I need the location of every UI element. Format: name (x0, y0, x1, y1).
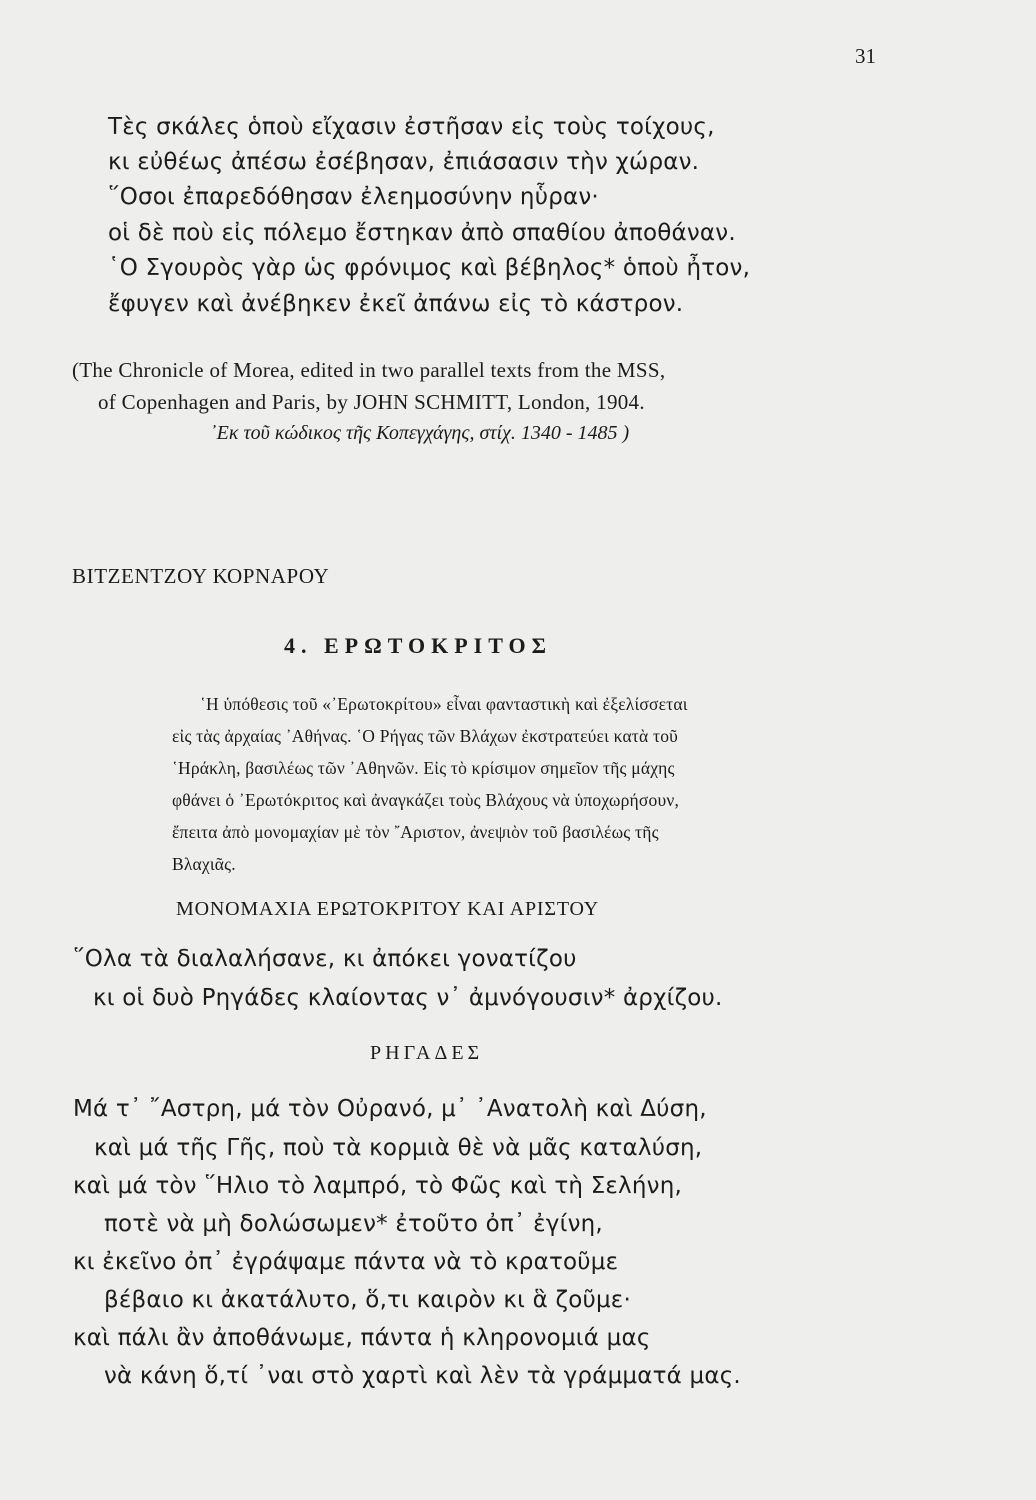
summary-line: φθάνει ὁ ᾿Ερωτόκριτος καὶ ἀναγκάζει τοὺς Βλάχους νὰ ὑποχωρήσουν, (172, 790, 680, 810)
verse-line: καὶ μά τὸν ῞Ηλιο τὸ λαμπρό, τὸ Φῶς καὶ τὴ Σελήνη, (73, 1173, 682, 1199)
speaker-label: ΡΗΓΑΔΕΣ (370, 1042, 484, 1064)
verse-line: Μά τ᾿ ῎Αστρη, μά τὸν Οὐρανό, μ᾿ ᾿Ανατολὴ καὶ Δύση, (73, 1096, 707, 1122)
poem-line: κι εὐθέως ἀπέσω ἐσέβησαν, ἐπιάσασιν τὴν χώραν. (108, 149, 700, 175)
citation-line: ᾿Εκ τοῦ κώδικος τῆς Κοπεγχάγης, στίχ. 1340 - 1485 ) (210, 422, 630, 444)
work-title: 4. ΕΡΩΤΟΚΡΙΤΟΣ (284, 633, 553, 658)
verse-line: καὶ μά τῆς Γῆς, ποὺ τὰ κορμιὰ θὲ νὰ μᾶς καταλύση, (94, 1135, 703, 1161)
citation-line: of Copenhagen and Paris, by JOHN SCHMITT, London, 1904. (98, 390, 645, 414)
summary-line: εἰς τὰς ἀρχαίας ᾿Αθήνας. ῾Ο Ρήγας τῶν Βλάχων ἐκστρατεύει κατὰ τοῦ (172, 726, 679, 746)
citation-line: (The Chronicle of Morea, edited in two parallel texts from the MSS, (72, 358, 666, 382)
poem-line: οἱ δὲ ποὺ εἰς πόλεμο ἔστηκαν ἀπὸ σπαθίου ἀποθάναν. (108, 220, 736, 246)
page-number: 31 (855, 44, 876, 68)
author-name: ΒΙΤΖΕΝΤΖΟΥ ΚΟΡΝΑΡΟΥ (72, 564, 330, 588)
verse-line: νὰ κάνη ὅ,τί ᾿ναι στὸ χαρτὶ καὶ λὲν τὰ γράμματά μας. (104, 1363, 741, 1389)
poem-line: ῞Οσοι ἐπαρεδόθησαν ἐλεημοσύνην ηὗραν· (108, 184, 599, 210)
poem-line: ῾Ο Σγουρὸς γὰρ ὡς φρόνιμος καὶ βέβηλος* ὁποὺ ἦτον, (108, 255, 751, 281)
summary-line: Βλαχιᾶς. (172, 854, 236, 874)
verse-line: κι ἐκεῖνο ὀπ᾿ ἐγράψαμε πάντα νὰ τὸ κρατοῦμε (73, 1249, 619, 1275)
poem-line: Τὲς σκάλες ὁποὺ εἴχασιν ἐστῆσαν εἰς τοὺς τοίχους, (108, 114, 715, 140)
section-heading: ΜΟΝΟΜΑΧΙΑ ΕΡΩΤΟΚΡΙΤΟΥ ΚΑΙ ΑΡΙΣΤΟΥ (176, 898, 599, 920)
poem-line: ἔφυγεν καὶ ἀνέβηκεν ἐκεῖ ἀπάνω εἰς τὸ κάστρον. (108, 291, 684, 317)
verse-line: καὶ πάλι ἂν ἀποθάνωμε, πάντα ἡ κληρονομιά μας (73, 1325, 651, 1351)
summary-line: ῾Η ὑπόθεσις τοῦ «᾿Ερωτοκρίτου» εἶναι φανταστικὴ καὶ ἐξελίσσεται (200, 694, 688, 714)
verse-line: ῞Ολα τὰ διαλαλήσανε, κι ἀπόκει γονατίζου (73, 946, 577, 972)
summary-line: ἔπειτα ἀπὸ μονομαχίαν μὲ τὸν ῎Αριστον, ἀνεψιὸν τοῦ βασιλέως τῆς (172, 822, 659, 842)
verse-line: κι οἱ δυὸ Ρηγάδες κλαίοντας ν᾿ ἀμνόγουσιν* ἀρχίζου. (93, 985, 723, 1011)
verse-line: βέβαιο κι ἀκατάλυτο, ὅ,τι καιρὸν κι ἃ ζοῦμε· (104, 1287, 631, 1313)
summary-line: ῾Ηράκλη, βασιλέως τῶν ᾿Αθηνῶν. Εἰς τὸ κρίσιμον σημεῖον τῆς μάχης (172, 758, 675, 778)
verse-line: ποτὲ νὰ μὴ δολώσωμεν* ἐτοῦτο ὀπ᾿ ἐγίνη, (104, 1211, 603, 1237)
